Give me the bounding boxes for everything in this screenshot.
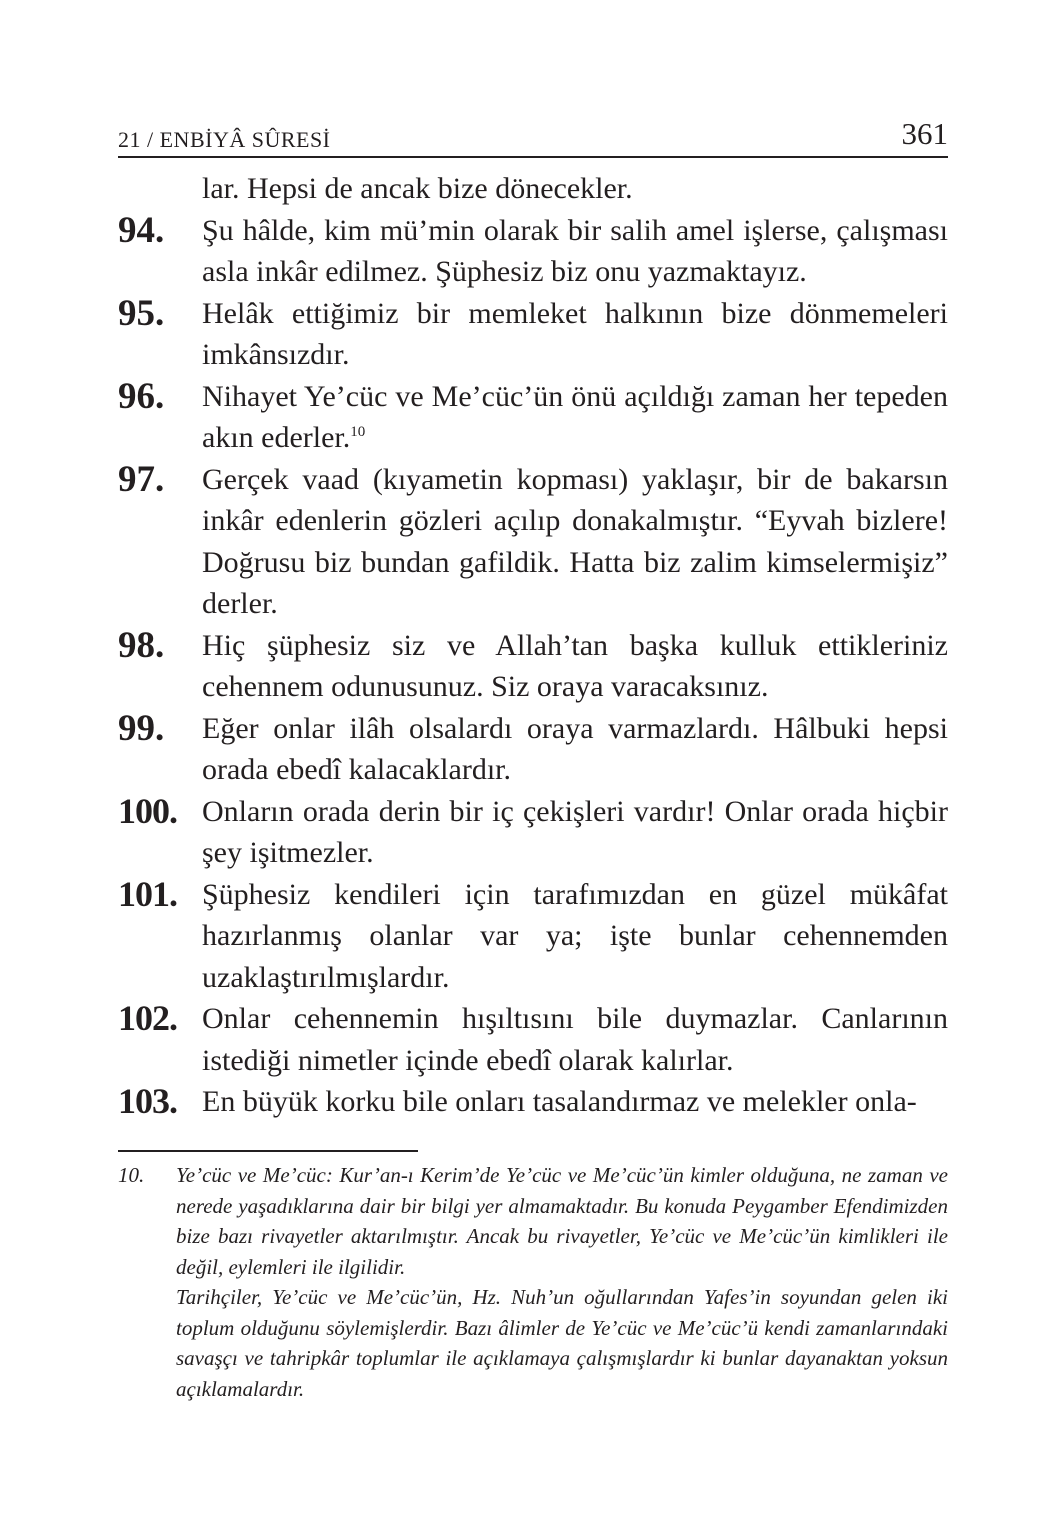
footnote-reference[interactable]: 10 (350, 424, 366, 440)
verse-number: 103. (118, 1081, 177, 1121)
verse-100 (118, 791, 948, 874)
verse-text: Onların orada derin bir iç çekişleri vardır! Onlar orada hiçbir şey işitmezler. (202, 794, 948, 869)
footnote-body (118, 1160, 948, 1404)
verse-text: En büyük korku bile onları tasalandırmaz ve melekler onla- (202, 1085, 917, 1118)
page-number: 361 (901, 116, 948, 151)
verse-97 (118, 459, 948, 625)
verse-number: 97. (118, 458, 165, 500)
footnote-divider (118, 1150, 418, 1152)
footnote-10 (118, 1160, 948, 1404)
verse-text: Şüphesiz kendileri için tarafımızdan en güzel mükâfat hazırlanmış olanlar var ya; işte bunlar cehennemden uzaklaştırılmışlardır. (202, 877, 948, 994)
verse-continuation: lar. Hepsi de ancak bize dönecekler. (202, 172, 633, 205)
verse-102 (118, 998, 948, 1081)
verse-text: Gerçek vaad (kıyametin kopması) yaklaşır, bir de bakarsın inkâr edenlerin gözleri açılıp donakalmıştır. “Eyvah bizlere! Doğrusu biz bundan gafildik. Hatta biz zalim kimselermişiz” derler. (202, 462, 948, 620)
verse-99 (118, 708, 948, 791)
verse-number: 99. (118, 707, 165, 749)
verse-text: Helâk ettiğimiz bir memleket halkının bize dönmemeleri imkânsızdır. (202, 296, 948, 371)
verse-list (118, 168, 948, 1123)
verse-number: 101. (118, 873, 177, 914)
footnote-paragraph: Ye’cüc ve Me’cüc: Kur’an-ı Kerim’de Ye’cüc ve Me’cüc’ün kimler olduğuna, ne zaman ve nerede yaşadıklarına dair bir bilgi yer almamaktadır. Bu konuda Peygamber Efendimizden bize bazı rivayetler aktarılmıştır. Ancak bu rivayetler, Ye’cüc ve Me’cüc’ün kimlikleri ile değil, eylemleri ile ilgilidir. (176, 1163, 948, 1279)
verse-101 (118, 874, 948, 999)
verse-number: 102. (118, 998, 177, 1038)
verse-number: 96. (118, 375, 165, 417)
footnote-number: 10. (118, 1163, 145, 1187)
verse-95 (118, 293, 948, 376)
footnote-paragraph: Tarihçiler, Ye’cüc ve Me’cüc’ün, Hz. Nuh’un oğullarından Yafes’in soyundan gelen iki toplum olduğunu söylemişlerdir. Bazı âlimler de Ye’cüc ve Me’cüc’ü kendi zamanlarındaki savaşçı ve tahripkâr toplumlar ile açıklamaya çalışmışlardır ki bunlar dayanaktan yoksun açıklamalardır. (176, 1285, 948, 1401)
verse-text (202, 380, 948, 455)
verse-number: 100. (118, 790, 177, 831)
verse-103 (118, 1081, 948, 1123)
verse-text: Şu hâlde, kim mü’min olarak bir salih amel işlerse, çalışması asla inkâr edilmez. Şüphesiz biz onu yazmaktayız. (202, 213, 948, 288)
running-title: 21 / ENBİYÂ SÛRESİ (118, 127, 331, 152)
verse-number: 94. (118, 209, 165, 251)
verse-number: 98. (118, 624, 165, 666)
page-header (118, 110, 948, 158)
verse-text: Onlar cehennemin hışıltısını bile duymazlar. Canlarının istediği nimetler içinde ebedî olarak kalırlar. (202, 1002, 948, 1077)
verse-98 (118, 625, 948, 708)
verse-text: Hiç şüphesiz siz ve Allah’tan başka kulluk ettikleriniz cehennem odunusunuz. Siz oraya varacaksınız. (202, 628, 948, 703)
verse-number: 95. (118, 292, 165, 334)
verse-text-body: Nihayet Ye’cüc ve Me’cüc’ün önü açıldığı zaman her tepeden akın ederler. (202, 379, 948, 454)
verse-94 (118, 210, 948, 293)
verse-96 (118, 376, 948, 459)
verse-text: Eğer onlar ilâh olsalardı oraya varmazlardı. Hâlbuki hepsi orada ebedî kalacaklardır. (202, 711, 948, 786)
